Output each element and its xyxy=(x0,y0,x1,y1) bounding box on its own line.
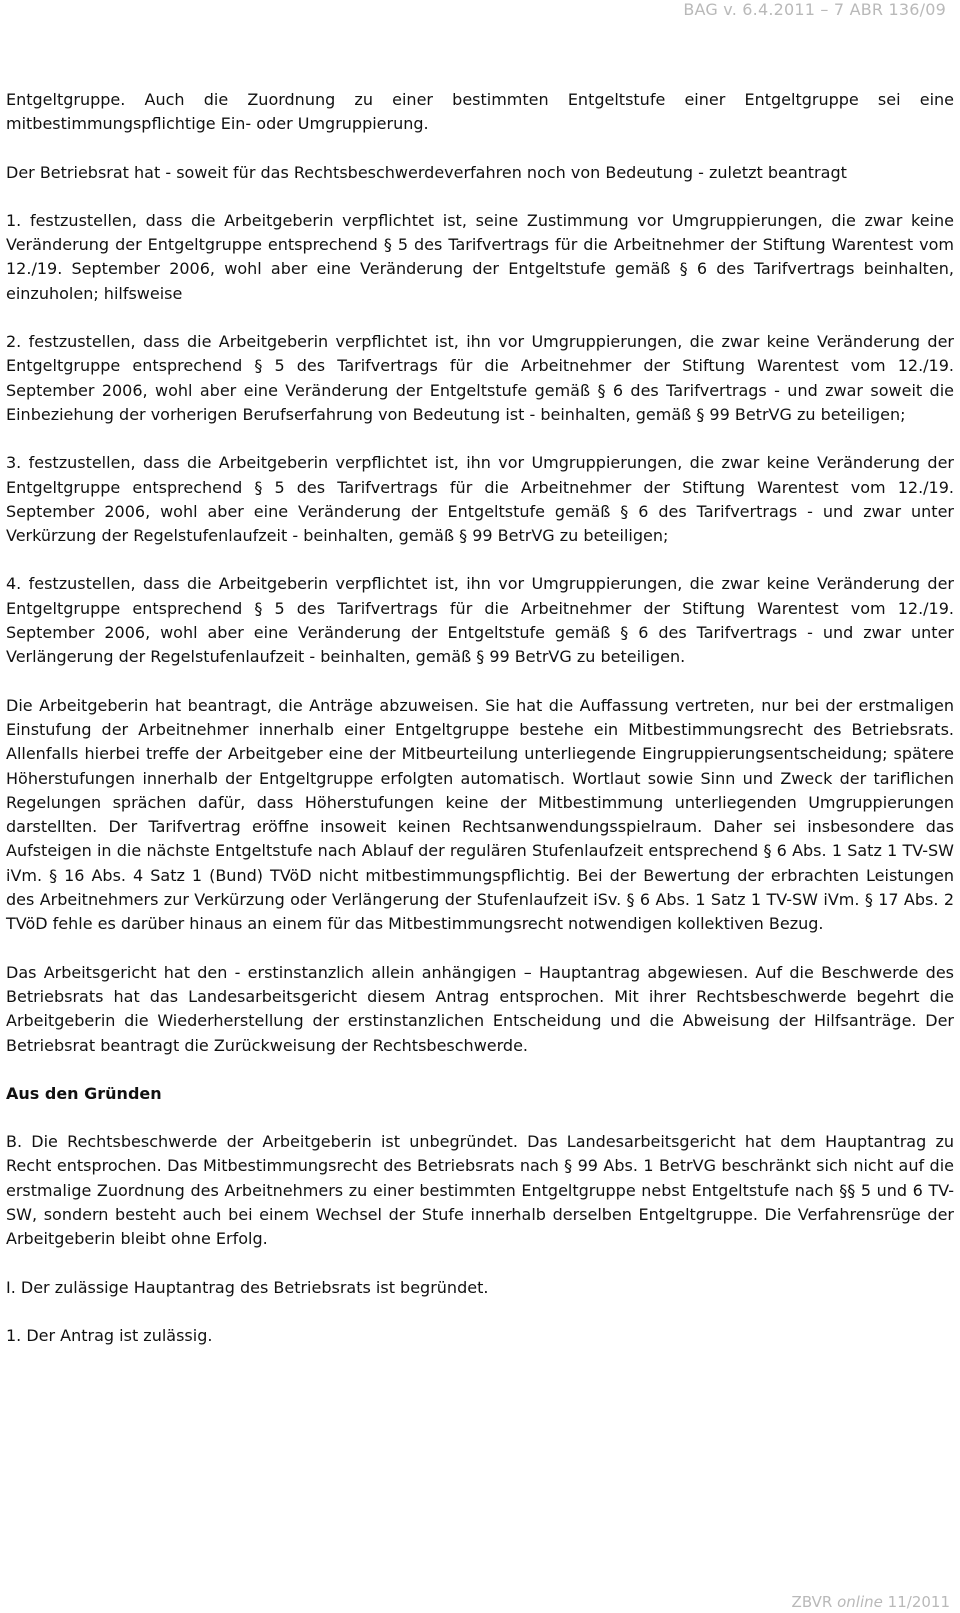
footer-online: online xyxy=(837,1593,883,1611)
footer-issue: 11/2011 xyxy=(887,1593,950,1611)
footer-journal: ZBVR xyxy=(791,1593,833,1611)
paragraph-section-i: I. Der zulässige Hauptantrag des Betriebsrats ist begründet. xyxy=(6,1277,489,1297)
document-body xyxy=(6,88,954,1372)
paragraph-intro: Entgeltgruppe. Auch die Zuordnung zu einer bestimmten Entgeltstufe einer Entgeltgruppe sei eine mitbestimmungspflichtige Ein- oder Umgruppierung. xyxy=(6,90,954,134)
paragraph-motion-4: 4. festzustellen, dass die Arbeitgeberin verpflichtet ist, ihn vor Umgruppierungen, die zwar keine Veränderung der Entgeltgruppe entsprechend § 5 des Tarifvertrags für die Arbeitnehmer der Stiftung Warentest vom 12./19. September 2006, wohl aber eine Veränderung der Entgeltstufe gemäß § 6 des Tarifvertrags - und zwar unter Verlängerung der Regelstufenlaufzeit - beinhalten, gemäß § 99 BetrVG zu beteiligen. xyxy=(6,574,954,667)
paragraph-court-history: Das Arbeitsgericht hat den - erstinstanzlich allein anhängigen – Hauptantrag abgewiesen. Auf die Beschwerde des Betriebsrats hat das Landesarbeitsgericht diesem Antrag entsprochen. Mit ihrer Rechtsbeschwerde begehrt die Arbeitgeberin die Wiederherstellung der erstinstanzlichen Entscheidung und die Abweisung der Hilfsanträge. Der Betriebsrat beantragt die Zurückweisung der Rechtsbeschwerde. xyxy=(6,962,954,1055)
heading-reasons: Aus den Gründen xyxy=(6,1083,162,1103)
page-header-citation: BAG v. 6.4.2011 – 7 ABR 136/09 xyxy=(683,0,946,19)
paragraph-motion-intro: Der Betriebsrat hat - soweit für das Rechtsbeschwerdeverfahren noch von Bedeutung - zuletzt beantragt xyxy=(6,162,847,182)
paragraph-motion-2: 2. festzustellen, dass die Arbeitgeberin verpflichtet ist, ihn vor Umgruppierungen, die zwar keine Veränderung der Entgeltgruppe entsprechend § 5 des Tarifvertrags für die Arbeitnehmer der Stiftung Warentest vom 12./19. September 2006, wohl aber eine Veränderung der Entgeltstufe gemäß § 6 des Tarifvertrags - und zwar soweit die Einbeziehung der vorherigen Berufserfahrung von Bedeutung ist - beinhalten, gemäß § 99 BetrVG zu beteiligen; xyxy=(6,332,954,424)
paragraph-employer-position: Die Arbeitgeberin hat beantragt, die Anträge abzuweisen. Sie hat die Auffassung vertreten, nur bei der erstmaligen Einstufung der Arbeitnehmer innerhalb einer Entgeltgruppe bestehe ein Mitbestimmungsrecht des Betriebsrats. Allenfalls hierbei treffe der Arbeitgeber eine der Mitbeurteilung unterliegende Eingruppierungsentscheidung; spätere Höherstufungen innerhalb der Entgeltgruppe erfolgten automatisch. Wortlaut sowie Sinn und Zweck der tariflichen Regelungen sprächen dafür, dass Höherstufungen keine der Mitbestimmung unterliegenden Umgruppierungen darstellten. Der Tarifvertrag eröffne insoweit keinen Rechtsanwendungsspielraum. Daher sei insbesondere das Aufsteigen in die nächste Entgeltstufe nach Ablauf der regulären Stufenlaufzeit entsprechend § 6 Abs. 1 Satz 1 TV-SW iVm. § 16 Abs. 4 Satz 1 (Bund) TVöD nicht mitbestimmungspflichtig. Bei der Bewertung der erbrachten Leistungen des Arbeitnehmers zur Verkürzung oder Verlängerung der Stufenlaufzeit iSv. § 6 Abs. 1 Satz 1 TV-SW iVm. § 17 Abs. 2 TVöD fehle es darüber hinaus an einem für das Mitbestimmungsrecht notwendigen kollektiven Bezug. xyxy=(6,695,954,934)
page-footer xyxy=(792,1593,950,1611)
paragraph-motion-3: 3. festzustellen, dass die Arbeitgeberin verpflichtet ist, ihn vor Umgruppierungen, die zwar keine Veränderung der Entgeltgruppe entsprechend § 5 des Tarifvertrags für die Arbeitnehmer der Stiftung Warentest vom 12./19. September 2006, wohl aber eine Veränderung der Entgeltstufe gemäß § 6 des Tarifvertrags - und zwar unter Verkürzung der Regelstufenlaufzeit - beinhalten, gemäß § 99 BetrVG zu beteiligen; xyxy=(6,453,954,546)
paragraph-motion-1: 1. festzustellen, dass die Arbeitgeberin verpflichtet ist, seine Zustimmung vor Umgruppierungen, die zwar keine Veränderung der Entgeltgruppe entsprechend § 5 des Tarifvertrags für die Arbeitnehmer der Stiftung Warentest vom 12./19. September 2006, wohl aber eine Veränderung der Entgeltstufe gemäß § 6 des Tarifvertrags beinhalten, einzuholen; hilfsweise xyxy=(6,210,954,303)
paragraph-section-b: B. Die Rechtsbeschwerde der Arbeitgeberin ist unbegründet. Das Landesarbeitsgericht hat dem Hauptantrag zu Recht entsprochen. Das Mitbestimmungsrecht des Betriebsrats nach § 99 Abs. 1 BetrVG beschränkt sich nicht auf die erstmalige Zuordnung des Arbeitnehmers zu einer bestimmten Entgeltgruppe nebst Entgeltstufe nach §§ 5 und 6 TV-SW, sondern besteht auch bei einem Wechsel der Stufe innerhalb derselben Entgeltgruppe. Die Verfahrensrüge der Arbeitgeberin bleibt ohne Erfolg. xyxy=(6,1132,954,1249)
paragraph-section-1: 1. Der Antrag ist zulässig. xyxy=(6,1325,213,1345)
